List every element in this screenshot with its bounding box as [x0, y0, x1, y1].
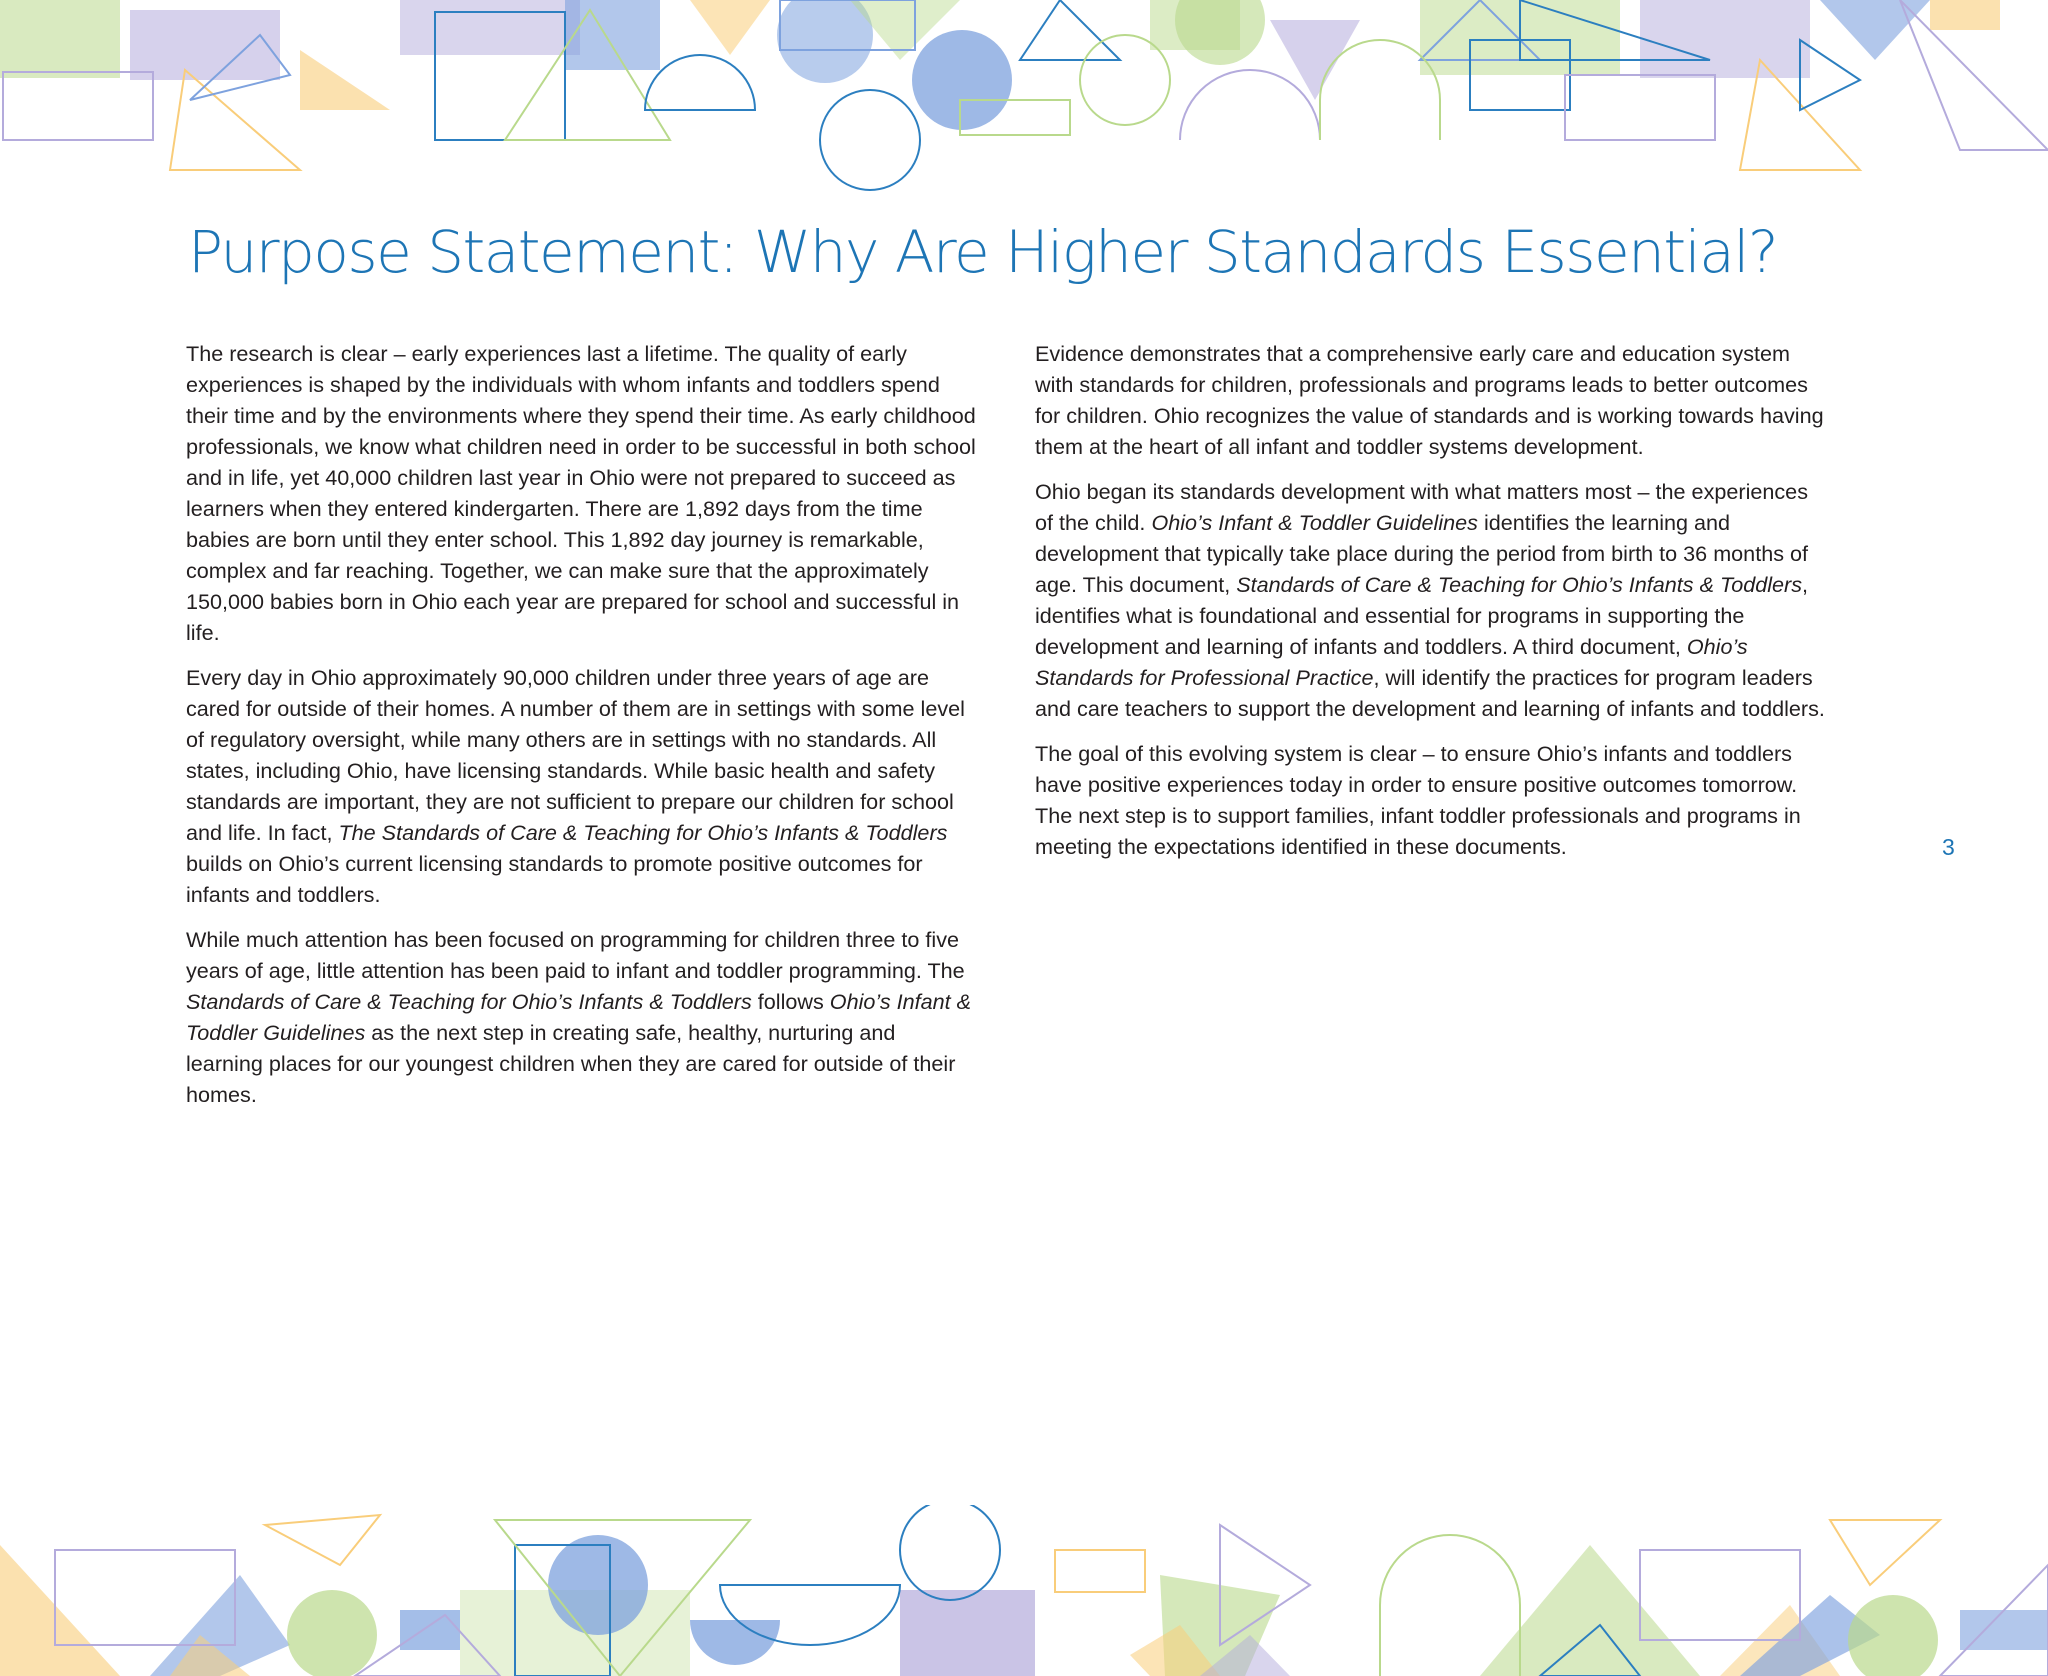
page-title: Purpose Statement: Why Are Higher Standards Essential?	[188, 218, 1778, 286]
left-p3-text-a: While much attention has been focused on programming for children three to five years of age, little attention has been paid to infant and toddler programming. The	[186, 927, 965, 983]
right-paragraph-1	[1035, 338, 1825, 462]
right-p2-text-g: , will identify the practices for program leaders and care teachers to support the development and learning of infants and toddlers.	[1035, 665, 1825, 721]
right-p2-text-c: identifies the learning and development that typically take place during the period from birth to 36 months of age. This document,	[1035, 510, 1809, 597]
page-number: 3	[1942, 834, 1955, 860]
right-paragraph-2	[1035, 476, 1825, 724]
top-filled-shapes	[0, 0, 2000, 130]
right-p2-text-e: , identifies what is foundational and essential for programs in supporting the development and learning of infants and toddlers. A third document,	[1035, 572, 1809, 659]
left-paragraph-1	[186, 338, 976, 648]
right-p2-standards-italic: Standards of Care & Teaching for Ohio’s Infants & Toddlers	[1236, 572, 1803, 597]
left-paragraph-3	[186, 924, 976, 1110]
right-p2-text-a: Ohio began its standards development with what matters most – the experiences of the child.	[1035, 479, 1808, 535]
right-p1-text: Evidence demonstrates that a comprehensive early care and education system with standards for children, professionals and programs leads to better outcomes for children. Ohio recognizes the value of standards and is working towards having them at the heart of all infant and toddler systems development.	[1035, 341, 1824, 459]
right-p2-practice-italic: Ohio’s Standards for Professional Practice	[1035, 634, 1748, 690]
left-p2-title-italic: The Standards of Care & Teaching for Ohio’s Infants & Toddlers	[338, 820, 948, 845]
right-p2-guidelines-italic: Ohio’s Infant & Toddler Guidelines	[1151, 510, 1478, 535]
bottom-filled-shapes	[0, 1535, 2048, 1676]
left-p2-text-a: Every day in Ohio approximately 90,000 children under three years of age are cared for outside of their homes. A number of them are in settings with some level of regulatory oversight, while many others are in settings with no standards. All states, including Ohio, have licensing standards. While basic health and safety standards are important, they are not sufficient to prepare our children for school and life. In fact,	[186, 665, 965, 845]
left-p3-text-c: follows	[751, 989, 830, 1014]
left-paragraph-2	[186, 662, 976, 910]
top-decorative-border	[0, 0, 2048, 200]
left-p3-title-italic: Standards of Care & Teaching for Ohio’s Infants & Toddlers	[186, 989, 752, 1014]
left-p3-guidelines-italic: Ohio’s Infant & Toddler Guidelines	[186, 989, 972, 1045]
right-paragraph-3	[1035, 738, 1825, 862]
right-column	[1035, 338, 1825, 876]
left-p3-text-e: as the next step in creating safe, healthy, nurturing and learning places for our youngest children when they are cared for outside of their homes.	[186, 1020, 956, 1107]
right-p3-text: The goal of this evolving system is clear – to ensure Ohio’s infants and toddlers have positive experiences today in order to ensure positive outcomes tomorrow. The next step is to support families, infant toddler professionals and programs in meeting the expectations identified in these documents.	[1035, 741, 1801, 859]
left-p1-text: The research is clear – early experiences last a lifetime. The quality of early experiences is shaped by the individuals with whom infants and toddlers spend their time and by the environments where they spend their time. As early childhood professionals, we know what children need in order to be successful in both school and in life, yet 40,000 children last year in Ohio were not prepared to succeed as learners when they entered kindergarten. There are 1,892 days from the time babies are born until they enter school. This 1,892 day journey is remarkable, complex and far reaching. Together, we can make sure that the approximately 150,000 babies born in Ohio each year are prepared for school and successful in life.	[186, 341, 976, 645]
bottom-decorative-border	[0, 1505, 2048, 1676]
left-column	[186, 338, 976, 1124]
left-p2-text-c: builds on Ohio’s current licensing standards to promote positive outcomes for infants and toddlers.	[186, 851, 923, 907]
